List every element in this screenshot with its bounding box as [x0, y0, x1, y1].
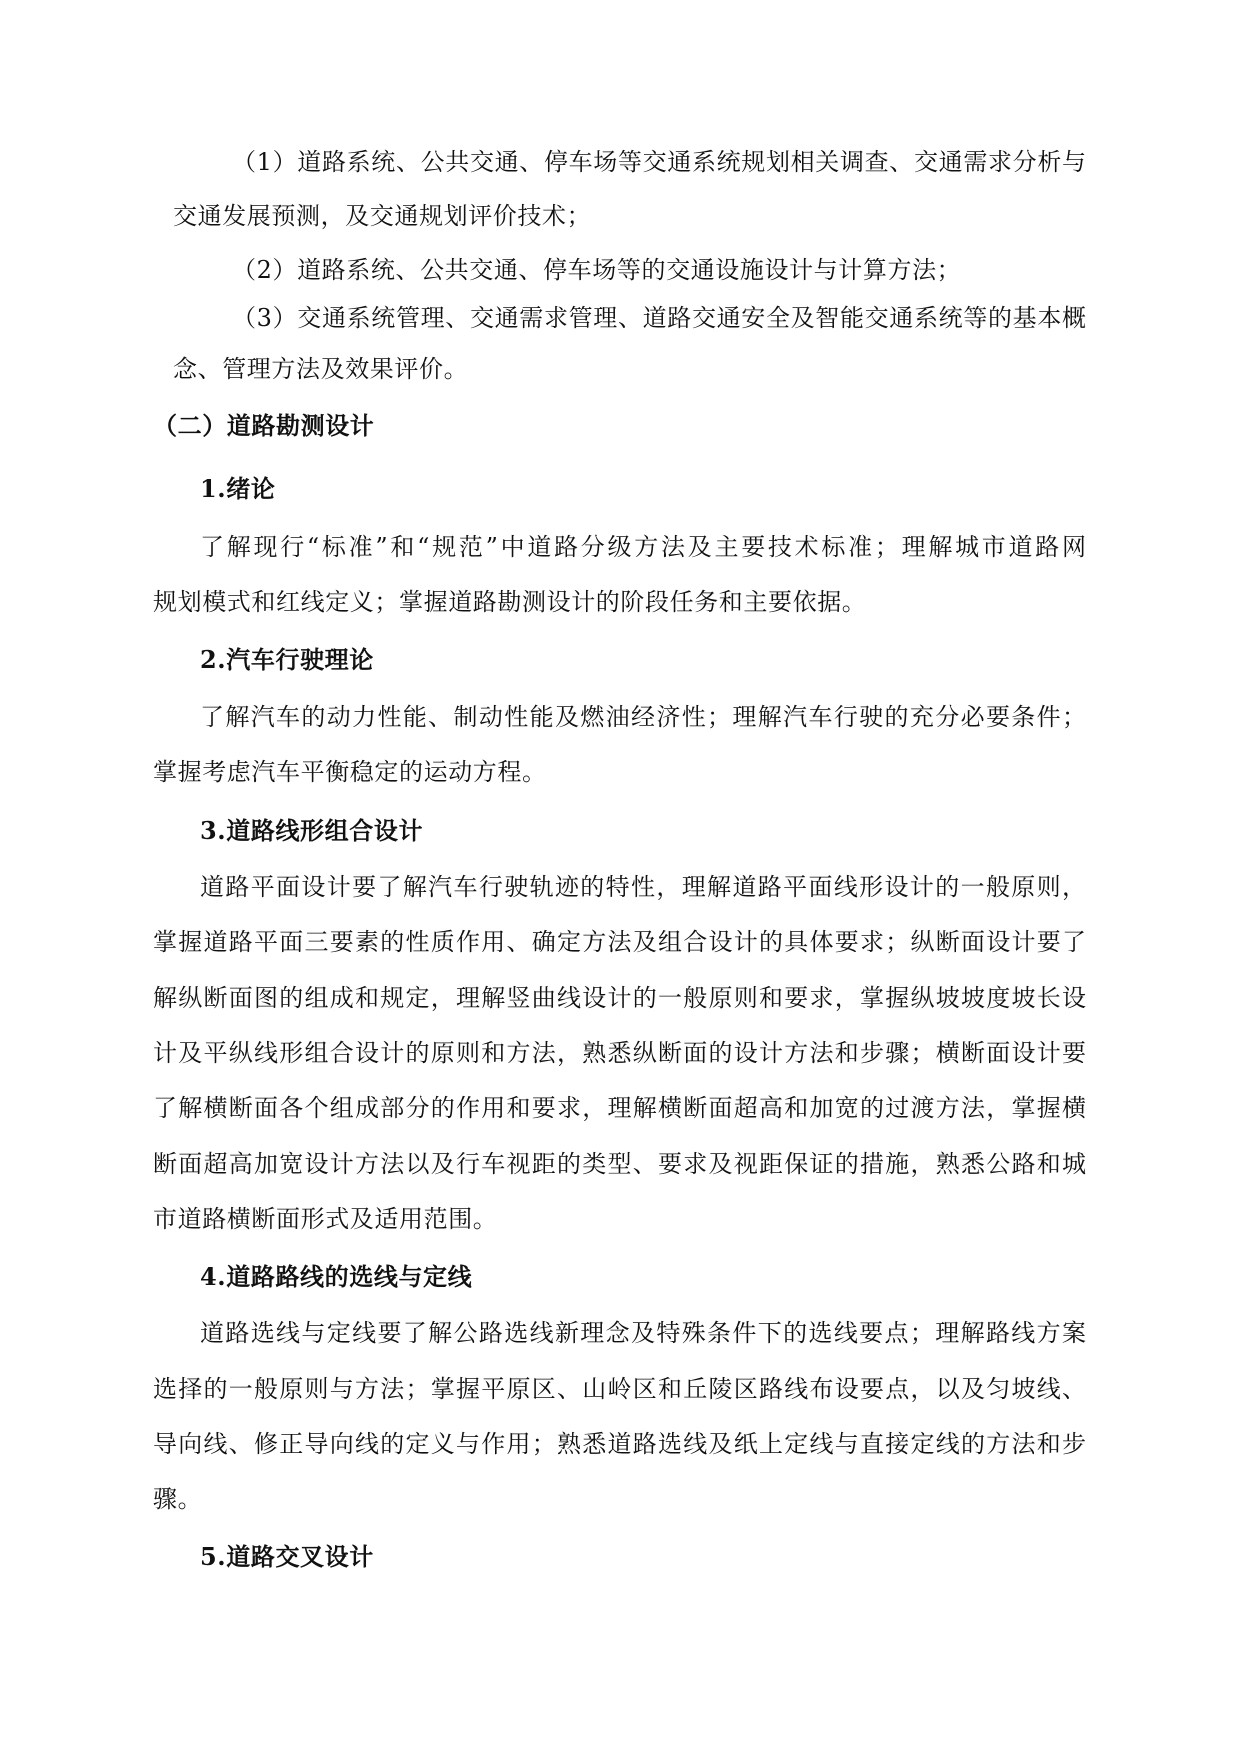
sub4-line-1: 道路选线与定线要了解公路选线新理念及特殊条件下的选线要点；理解路线方案	[200, 1319, 1086, 1347]
item-3-line-2: 念、管理方法及效果评价。	[173, 355, 469, 383]
sub3-line-3: 解纵断面图的组成和规定，理解竖曲线设计的一般原则和要求，掌握纵坡坡度坡长设	[153, 984, 1086, 1012]
sub3-line-6: 断面超高加宽设计方法以及行车视距的类型、要求及视距保证的措施，熟悉公路和城	[153, 1150, 1086, 1178]
sub4-line-3: 导向线、修正导向线的定义与作用；熟悉道路选线及纸上定线与直接定线的方法和步	[153, 1430, 1086, 1458]
subsection-title-3: 3.道路线形组合设计	[200, 816, 424, 845]
sub4-line-2: 选择的一般原则与方法；掌握平原区、山岭区和丘陵区路线布设要点，以及匀坡线、	[153, 1375, 1086, 1403]
sub3-line-5: 了解横断面各个组成部分的作用和要求，理解横断面超高和加宽的过渡方法，掌握横	[153, 1094, 1086, 1122]
subsection-title-1: 1.绪论	[200, 474, 276, 503]
sub4-line-4: 骤。	[153, 1485, 203, 1513]
sub3-line-1: 道路平面设计要了解汽车行驶轨迹的特性，理解道路平面线形设计的一般原则，	[200, 873, 1086, 901]
item-2: （2）道路系统、公共交通、停车场等的交通设施设计与计算方法；	[232, 256, 962, 284]
item-1-line-1: （1）道路系统、公共交通、停车场等交通系统规划相关调查、交通需求分析与	[232, 148, 1086, 176]
sub3-line-7: 市道路横断面形式及适用范围。	[153, 1205, 498, 1233]
subsection-title-4: 4.道路路线的选线与定线	[200, 1262, 473, 1291]
sub3-line-2: 掌握道路平面三要素的性质作用、确定方法及组合设计的具体要求；纵断面设计要了	[153, 928, 1086, 956]
sub3-line-4: 计及平纵线形组合设计的原则和方法，熟悉纵断面的设计方法和步骤；横断面设计要	[153, 1039, 1086, 1067]
subsection-title-5: 5.道路交叉设计	[200, 1542, 374, 1571]
section-heading: （二）道路勘测设计	[153, 411, 375, 440]
item-3-line-1: （3）交通系统管理、交通需求管理、道路交通安全及智能交通系统等的基本概	[232, 304, 1086, 332]
sub1-line-2: 规划模式和红线定义；掌握道路勘测设计的阶段任务和主要依据。	[153, 588, 867, 616]
item-1-line-2: 交通发展预测，及交通规划评价技术；	[173, 202, 592, 230]
sub2-line-1: 了解汽车的动力性能、制动性能及燃油经济性；理解汽车行驶的充分必要条件；	[200, 703, 1086, 731]
subsection-title-2: 2.汽车行驶理论	[200, 645, 374, 674]
sub2-line-2: 掌握考虑汽车平衡稳定的运动方程。	[153, 758, 547, 786]
sub1-line-1: 了解现行“标准”和“规范”中道路分级方法及主要技术标准；理解城市道路网	[200, 533, 1086, 561]
